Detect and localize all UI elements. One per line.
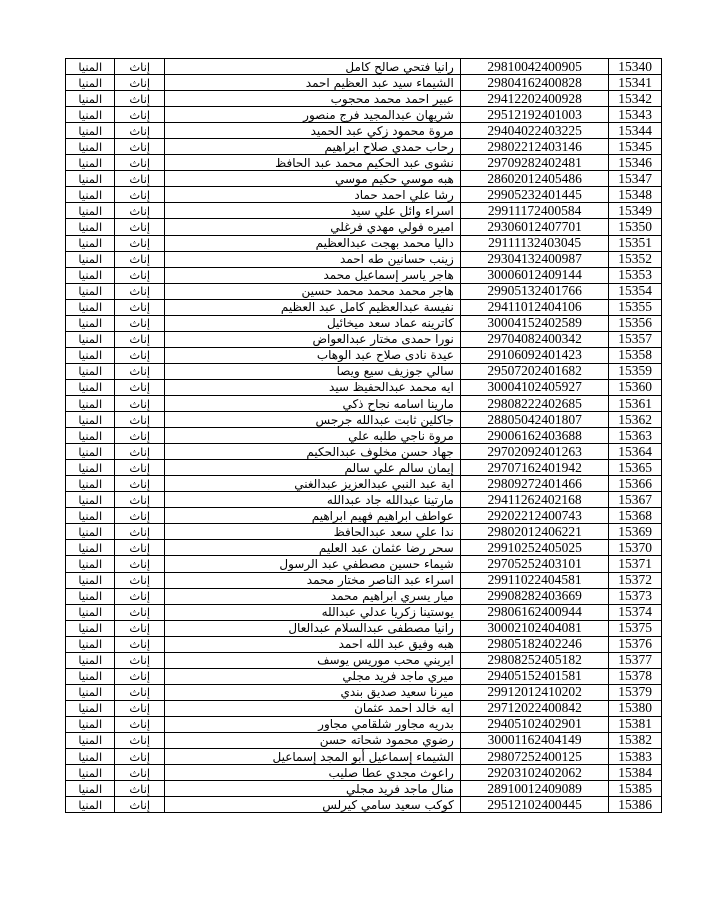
serial-number-cell: 15341 [609,75,662,91]
name-cell: هبه وفيق عبد الله احمد [164,636,460,652]
table-row [66,347,662,363]
serial-number-cell: 15350 [609,219,662,235]
table-row [66,604,662,620]
name-cell: ايه محمد عبدالحفيظ سيد [164,379,460,395]
national-id-cell: 29106092401423 [460,347,608,363]
name-cell: عيدة نادى صلاح عبد الوهاب [164,347,460,363]
name-cell: مارتينا عبدالله جاد عبدالله [164,492,460,508]
gender-cell: إناث [115,283,164,299]
gender-cell: إناث [115,604,164,620]
governorate-cell: المنيا [66,556,115,572]
name-cell: سحر رضا عثمان عبد العليم [164,540,460,556]
national-id-cell: 29405102402901 [460,716,608,732]
governorate-cell: المنيا [66,107,115,123]
table-row [66,331,662,347]
name-cell: إيمان سالم علي سالم [164,460,460,476]
governorate-cell: المنيا [66,155,115,171]
governorate-cell: المنيا [66,636,115,652]
governorate-cell: المنيا [66,684,115,700]
table-row [66,700,662,716]
gender-cell: إناث [115,636,164,652]
serial-number-cell: 15382 [609,732,662,748]
governorate-cell: المنيا [66,235,115,251]
national-id-cell: 29911022404581 [460,572,608,588]
national-id-cell: 29705252403101 [460,556,608,572]
name-cell: سالي جوزيف سيع ويصا [164,363,460,379]
name-cell: ميار يسري ابراهيم محمد [164,588,460,604]
table-row [66,283,662,299]
national-id-cell: 29404022403225 [460,123,608,139]
national-id-cell: 29512192401003 [460,107,608,123]
national-id-cell: 29203102402062 [460,765,608,781]
serial-number-cell: 15369 [609,524,662,540]
national-id-cell: 29805182402246 [460,636,608,652]
governorate-cell: المنيا [66,379,115,395]
table-row [66,107,662,123]
national-id-cell: 29911172400584 [460,203,608,219]
table-row [66,668,662,684]
national-id-cell: 29806162400944 [460,604,608,620]
gender-cell: إناث [115,219,164,235]
table-row [66,732,662,748]
governorate-cell: المنيا [66,749,115,765]
table-row [66,781,662,797]
name-cell: ندا علي سعد عبدالحافظ [164,524,460,540]
serial-number-cell: 15360 [609,379,662,395]
serial-number-cell: 15374 [609,604,662,620]
national-id-cell: 30004152402589 [460,315,608,331]
national-id-cell: 30004102405927 [460,379,608,395]
name-cell: رشا علي احمد حماد [164,187,460,203]
serial-number-cell: 15358 [609,347,662,363]
national-id-cell: 29411012404106 [460,299,608,315]
gender-cell: إناث [115,476,164,492]
table-row [66,540,662,556]
governorate-cell: المنيا [66,363,115,379]
gender-cell: إناث [115,363,164,379]
name-cell: يوستينا زكريا عدلي عبدالله [164,604,460,620]
governorate-cell: المنيا [66,732,115,748]
table-row [66,588,662,604]
name-cell: جاكلين ثابت عبدالله جرجس [164,412,460,428]
gender-cell: إناث [115,716,164,732]
governorate-cell: المنيا [66,428,115,444]
table-row [66,155,662,171]
national-id-cell: 29707162401942 [460,460,608,476]
serial-number-cell: 15370 [609,540,662,556]
name-cell: الشيماء إسماعيل أبو المجد إسماعيل [164,749,460,765]
national-id-cell: 29712022400842 [460,700,608,716]
table-row [66,765,662,781]
name-cell: هاجر ياسر إسماعيل محمد [164,267,460,283]
national-id-cell: 28602012405486 [460,171,608,187]
governorate-cell: المنيا [66,123,115,139]
name-cell: هبه موسي حكيم موسي [164,171,460,187]
governorate-cell: المنيا [66,476,115,492]
gender-cell: إناث [115,203,164,219]
gender-cell: إناث [115,251,164,267]
table-row [66,91,662,107]
name-cell: نشوى عبد الحكيم محمد عبد الحافظ [164,155,460,171]
table-row [66,572,662,588]
gender-cell: إناث [115,379,164,395]
serial-number-cell: 15384 [609,765,662,781]
table-row [66,412,662,428]
name-cell: ميري ماجد فريد مجلي [164,668,460,684]
national-id-cell: 29809272401466 [460,476,608,492]
roster-body [66,59,662,813]
table-row [66,187,662,203]
national-id-cell: 29704082400342 [460,331,608,347]
name-cell: كاترينه عماد سعد ميخائيل [164,315,460,331]
serial-number-cell: 15353 [609,267,662,283]
serial-number-cell: 15361 [609,395,662,411]
national-id-cell: 29910252405025 [460,540,608,556]
name-cell: هاجر محمد محمد محمد حسين [164,283,460,299]
name-cell: مارينا اسامه نجاح ذكي [164,395,460,411]
national-id-cell: 29202212400743 [460,508,608,524]
national-id-cell: 29405152401581 [460,668,608,684]
serial-number-cell: 15381 [609,716,662,732]
table-row [66,171,662,187]
governorate-cell: المنيا [66,91,115,107]
governorate-cell: المنيا [66,572,115,588]
serial-number-cell: 15348 [609,187,662,203]
name-cell: ايه خالد احمد عثمان [164,700,460,716]
table-row [66,620,662,636]
governorate-cell: المنيا [66,59,115,75]
table-row [66,476,662,492]
governorate-cell: المنيا [66,187,115,203]
gender-cell: إناث [115,444,164,460]
national-id-cell: 29905232401445 [460,187,608,203]
governorate-cell: المنيا [66,716,115,732]
name-cell: اميره فولي مهدي فرغلي [164,219,460,235]
national-id-cell: 29709282402481 [460,155,608,171]
name-cell: شيماء حسين مصطفي عبد الرسول [164,556,460,572]
name-cell: ميرنا سعيد صديق بندي [164,684,460,700]
governorate-cell: المنيا [66,620,115,636]
national-id-cell: 29808252405182 [460,652,608,668]
governorate-cell: المنيا [66,668,115,684]
serial-number-cell: 15376 [609,636,662,652]
gender-cell: إناث [115,107,164,123]
table-row [66,219,662,235]
table-row [66,749,662,765]
table-row [66,235,662,251]
gender-cell: إناث [115,187,164,203]
national-id-cell: 29807252400125 [460,749,608,765]
serial-number-cell: 15383 [609,749,662,765]
national-id-cell: 30002102404081 [460,620,608,636]
name-cell: عبير احمد محمد محجوب [164,91,460,107]
serial-number-cell: 15379 [609,684,662,700]
roster-table [65,58,662,813]
gender-cell: إناث [115,492,164,508]
governorate-cell: المنيا [66,139,115,155]
serial-number-cell: 15375 [609,620,662,636]
governorate-cell: المنيا [66,604,115,620]
national-id-cell: 29304132400987 [460,251,608,267]
governorate-cell: المنيا [66,540,115,556]
gender-cell: إناث [115,540,164,556]
serial-number-cell: 15380 [609,700,662,716]
governorate-cell: المنيا [66,412,115,428]
name-cell: بدريه مجاور شلقامي مجاور [164,716,460,732]
national-id-cell: 29808222402685 [460,395,608,411]
serial-number-cell: 15386 [609,797,662,813]
table-row [66,75,662,91]
gender-cell: إناث [115,732,164,748]
gender-cell: إناث [115,797,164,813]
serial-number-cell: 15363 [609,428,662,444]
gender-cell: إناث [115,524,164,540]
national-id-cell: 30006012409144 [460,267,608,283]
name-cell: رحاب حمدي صلاح ابراهيم [164,139,460,155]
national-id-cell: 29810042400905 [460,59,608,75]
serial-number-cell: 15347 [609,171,662,187]
national-id-cell: 29804162400828 [460,75,608,91]
table-row [66,524,662,540]
serial-number-cell: 15344 [609,123,662,139]
governorate-cell: المنيا [66,283,115,299]
serial-number-cell: 15349 [609,203,662,219]
serial-number-cell: 15377 [609,652,662,668]
serial-number-cell: 15352 [609,251,662,267]
gender-cell: إناث [115,652,164,668]
national-id-cell: 29006162403688 [460,428,608,444]
name-cell: زينب حسانين طه احمد [164,251,460,267]
national-id-cell: 29507202401682 [460,363,608,379]
serial-number-cell: 15345 [609,139,662,155]
governorate-cell: المنيا [66,395,115,411]
gender-cell: إناث [115,235,164,251]
gender-cell: إناث [115,412,164,428]
national-id-cell: 29802212403146 [460,139,608,155]
table-row [66,267,662,283]
governorate-cell: المنيا [66,75,115,91]
table-row [66,315,662,331]
national-id-cell: 29411262402168 [460,492,608,508]
gender-cell: إناث [115,668,164,684]
name-cell: اسراء عبد الناصر مختار محمد [164,572,460,588]
national-id-cell: 29111132403045 [460,235,608,251]
name-cell: شريهان عبدالمجيد فرج منصور [164,107,460,123]
national-id-cell: 29512102400445 [460,797,608,813]
gender-cell: إناث [115,572,164,588]
gender-cell: إناث [115,331,164,347]
table-row [66,797,662,813]
national-id-cell: 29702092401263 [460,444,608,460]
serial-number-cell: 15378 [609,668,662,684]
serial-number-cell: 15385 [609,781,662,797]
governorate-cell: المنيا [66,347,115,363]
table-row [66,652,662,668]
name-cell: اسراء وائل علي سيد [164,203,460,219]
serial-number-cell: 15343 [609,107,662,123]
name-cell: نورا حمدى مختار عبدالعواض [164,331,460,347]
gender-cell: إناث [115,75,164,91]
gender-cell: إناث [115,347,164,363]
gender-cell: إناث [115,749,164,765]
serial-number-cell: 15367 [609,492,662,508]
gender-cell: إناث [115,460,164,476]
serial-number-cell: 15356 [609,315,662,331]
table-row [66,460,662,476]
gender-cell: إناث [115,171,164,187]
serial-number-cell: 15340 [609,59,662,75]
serial-number-cell: 15371 [609,556,662,572]
governorate-cell: المنيا [66,588,115,604]
serial-number-cell: 15365 [609,460,662,476]
governorate-cell: المنيا [66,492,115,508]
national-id-cell: 29802012406221 [460,524,608,540]
gender-cell: إناث [115,428,164,444]
governorate-cell: المنيا [66,299,115,315]
table-row [66,123,662,139]
national-id-cell: 29905132401766 [460,283,608,299]
gender-cell: إناث [115,299,164,315]
table-row [66,251,662,267]
name-cell: راعوث مجدي عطا صليب [164,765,460,781]
governorate-cell: المنيا [66,219,115,235]
name-cell: رانيا مصطفى عبدالسلام عبدالعال [164,620,460,636]
table-row [66,363,662,379]
table-row [66,139,662,155]
governorate-cell: المنيا [66,315,115,331]
serial-number-cell: 15346 [609,155,662,171]
serial-number-cell: 15373 [609,588,662,604]
name-cell: رانيا فتحي صالح كامل [164,59,460,75]
governorate-cell: المنيا [66,267,115,283]
serial-number-cell: 15368 [609,508,662,524]
gender-cell: إناث [115,700,164,716]
table-row [66,636,662,652]
national-id-cell: 29908282403669 [460,588,608,604]
gender-cell: إناث [115,395,164,411]
gender-cell: إناث [115,267,164,283]
national-id-cell: 28805042401807 [460,412,608,428]
gender-cell: إناث [115,781,164,797]
table-row [66,299,662,315]
governorate-cell: المنيا [66,251,115,267]
name-cell: كوكب سعيد سامي كيرلس [164,797,460,813]
serial-number-cell: 15351 [609,235,662,251]
governorate-cell: المنيا [66,508,115,524]
governorate-cell: المنيا [66,331,115,347]
governorate-cell: المنيا [66,460,115,476]
name-cell: مروة ناجي طلبه علي [164,428,460,444]
table-row [66,395,662,411]
name-cell: الشيماء سيد عبد العظيم احمد [164,75,460,91]
governorate-cell: المنيا [66,797,115,813]
national-id-cell: 28910012409089 [460,781,608,797]
gender-cell: إناث [115,315,164,331]
gender-cell: إناث [115,765,164,781]
governorate-cell: المنيا [66,203,115,219]
table-row [66,59,662,75]
table-row [66,684,662,700]
table-row [66,492,662,508]
name-cell: نفيسة عبدالعظيم كامل عبد العظيم [164,299,460,315]
name-cell: عواطف ابراهيم فهيم ابراهيم [164,508,460,524]
national-id-cell: 30001162404149 [460,732,608,748]
name-cell: مروة محمود زكي عبد الحميد [164,123,460,139]
name-cell: اية عبد النبي عبدالعزيز عبدالغني [164,476,460,492]
governorate-cell: المنيا [66,765,115,781]
table-row [66,428,662,444]
governorate-cell: المنيا [66,524,115,540]
name-cell: جهاد حسن مخلوف عبدالحكيم [164,444,460,460]
serial-number-cell: 15372 [609,572,662,588]
gender-cell: إناث [115,556,164,572]
governorate-cell: المنيا [66,171,115,187]
serial-number-cell: 15364 [609,444,662,460]
gender-cell: إناث [115,508,164,524]
table-row [66,716,662,732]
national-id-cell: 29912012410202 [460,684,608,700]
gender-cell: إناث [115,139,164,155]
gender-cell: إناث [115,91,164,107]
governorate-cell: المنيا [66,652,115,668]
national-id-cell: 29412202400928 [460,91,608,107]
serial-number-cell: 15342 [609,91,662,107]
name-cell: منال ماجد فريد مجلي [164,781,460,797]
national-id-cell: 29306012407701 [460,219,608,235]
gender-cell: إناث [115,155,164,171]
gender-cell: إناث [115,123,164,139]
table-row [66,508,662,524]
serial-number-cell: 15357 [609,331,662,347]
gender-cell: إناث [115,588,164,604]
table-row [66,379,662,395]
table-row [66,444,662,460]
governorate-cell: المنيا [66,700,115,716]
serial-number-cell: 15354 [609,283,662,299]
name-cell: رضوي محمود شحاته حسن [164,732,460,748]
table-row [66,203,662,219]
table-row [66,556,662,572]
name-cell: ايريني محب موريس يوسف [164,652,460,668]
serial-number-cell: 15355 [609,299,662,315]
gender-cell: إناث [115,620,164,636]
serial-number-cell: 15362 [609,412,662,428]
governorate-cell: المنيا [66,781,115,797]
gender-cell: إناث [115,59,164,75]
name-cell: داليا محمد بهجت عبدالعظيم [164,235,460,251]
serial-number-cell: 15359 [609,363,662,379]
gender-cell: إناث [115,684,164,700]
serial-number-cell: 15366 [609,476,662,492]
governorate-cell: المنيا [66,444,115,460]
